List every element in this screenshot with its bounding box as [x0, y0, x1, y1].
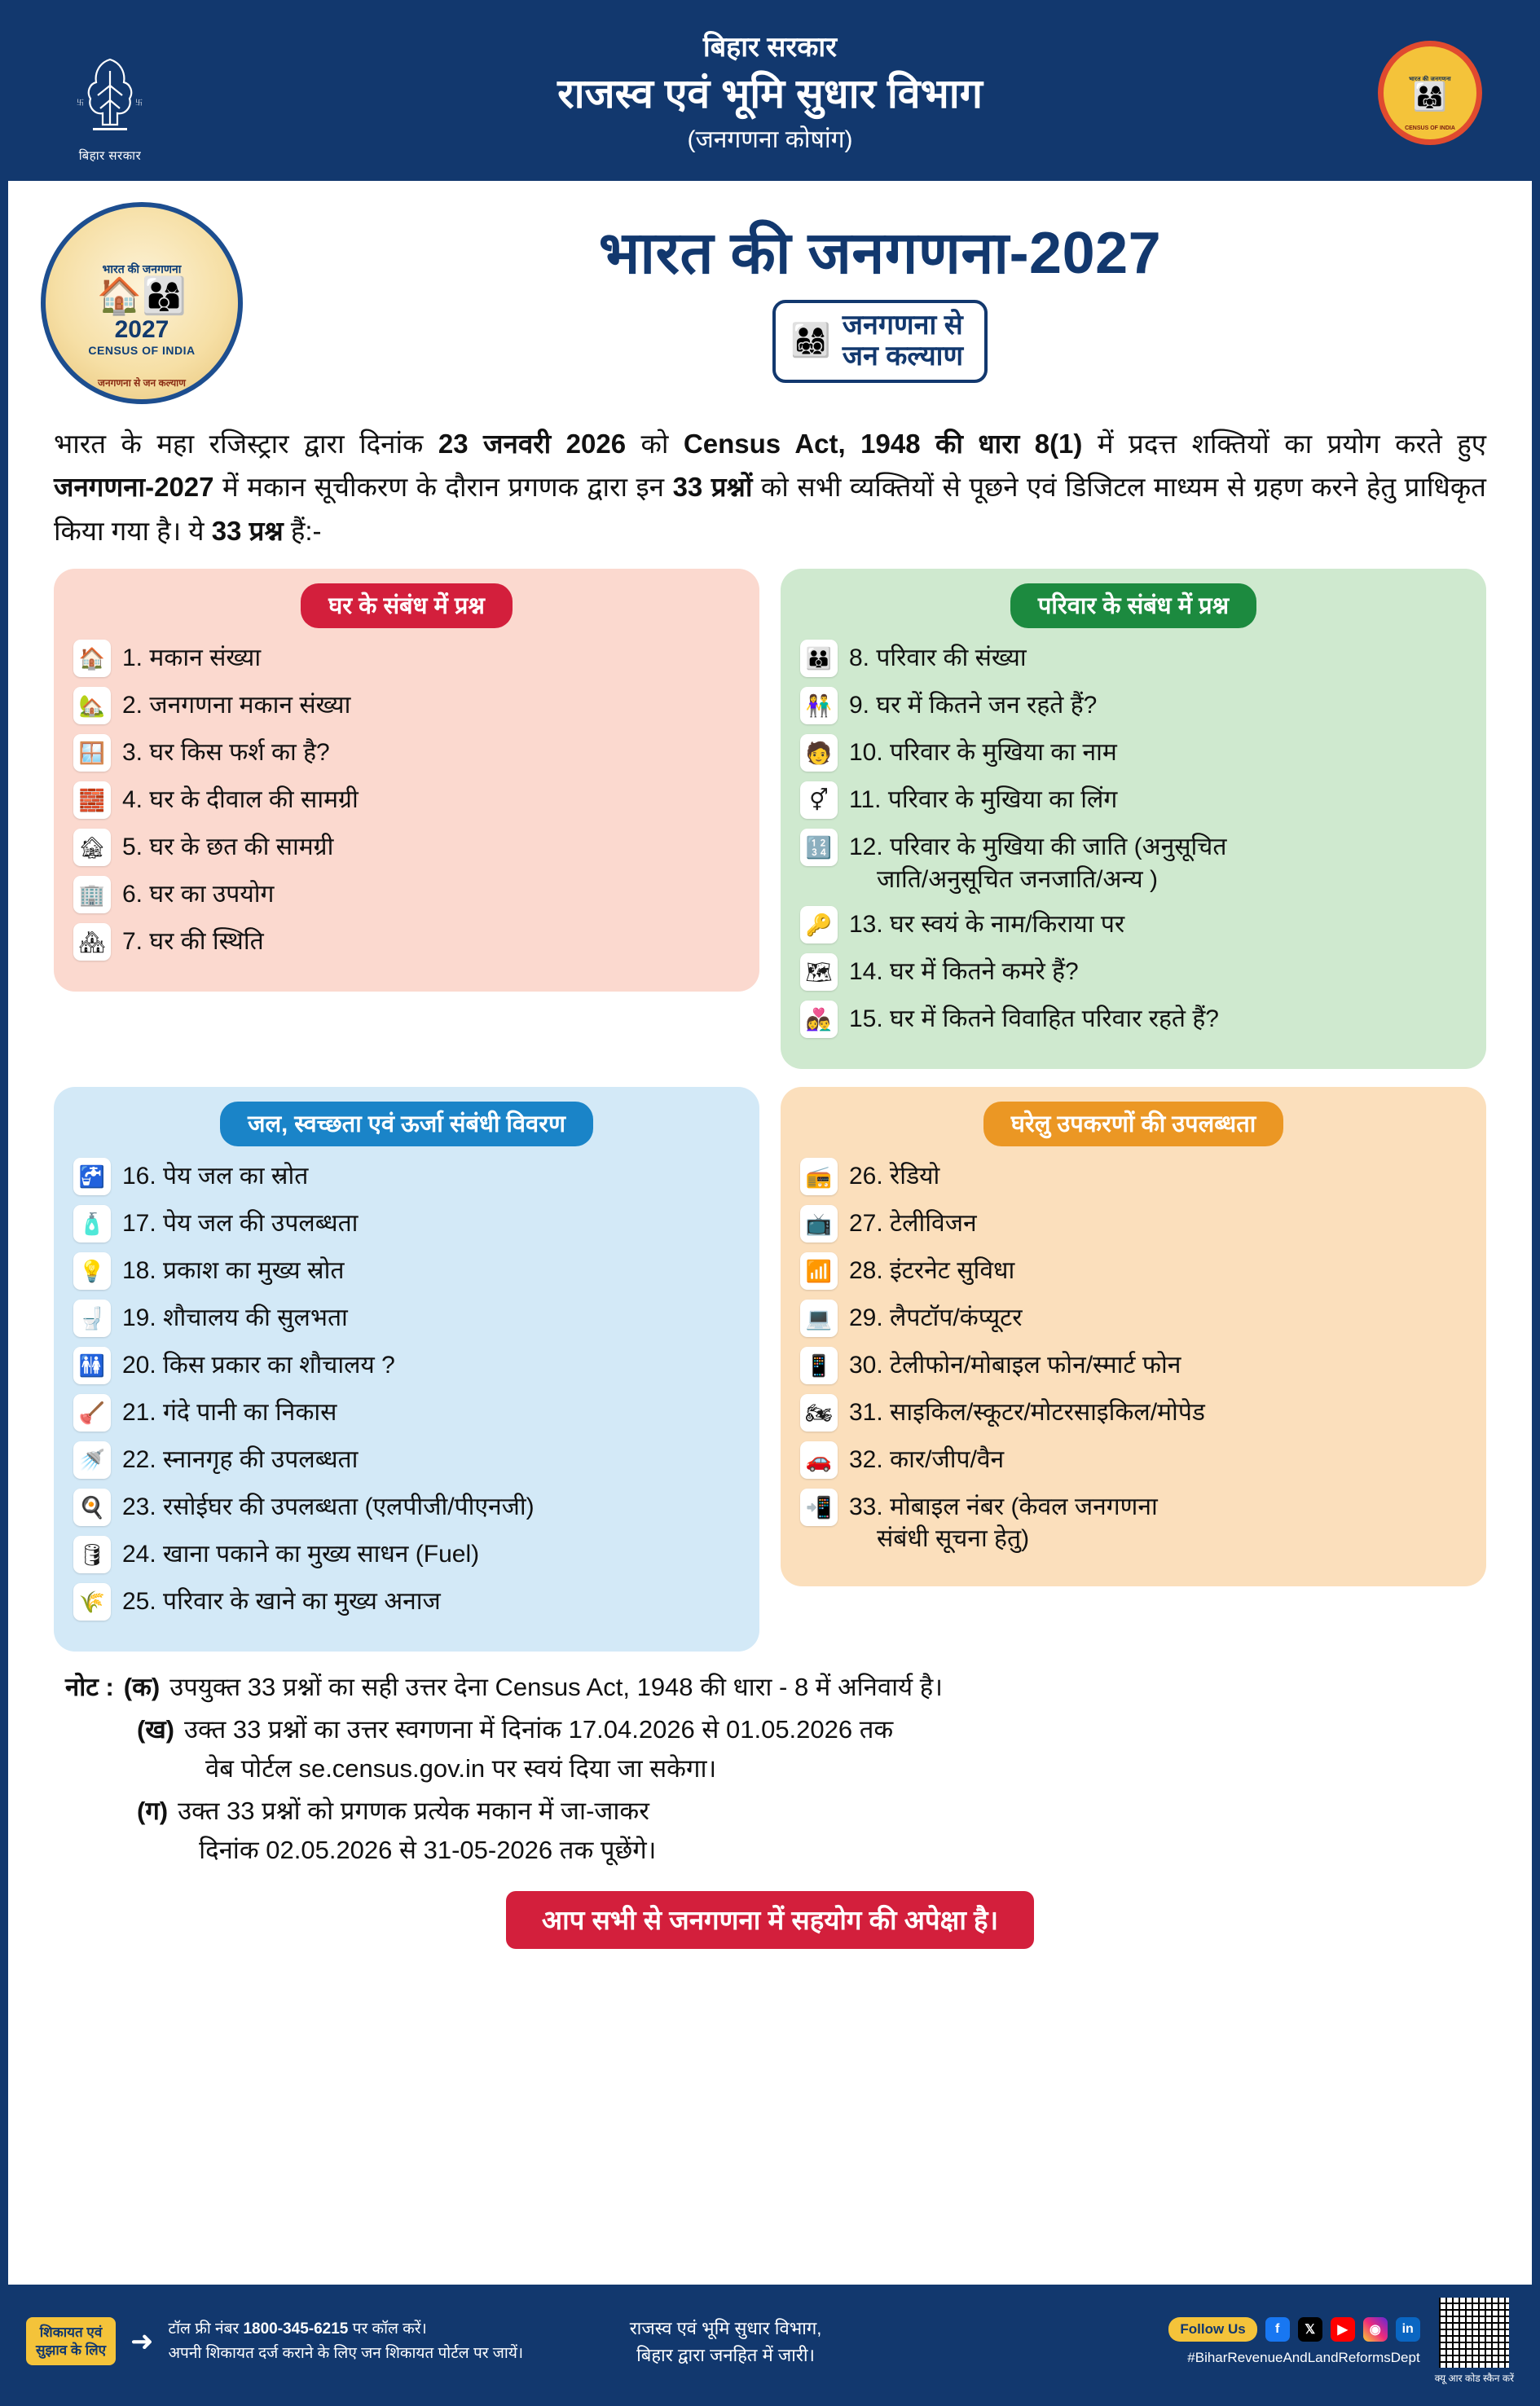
- list-item: [800, 781, 1467, 819]
- question-text: 8. परिवार की संख्या: [849, 644, 1027, 672]
- couple-icon: 👩‍❤️‍👨: [800, 1001, 838, 1038]
- follow-us-label: Follow Us: [1168, 2317, 1256, 2342]
- card-water-list: [73, 1158, 740, 1621]
- wifi-icon: 📶: [800, 1252, 838, 1290]
- question-text: 10. परिवार के मुखिया का नाम: [849, 739, 1117, 767]
- list-item: [800, 1158, 1467, 1195]
- notes-heading: नोट :: [65, 1672, 114, 1701]
- card-water-sanitation-energy: [54, 1087, 759, 1652]
- list-item: [73, 876, 740, 913]
- question-text: 16. पेय जल का स्रोत: [122, 1162, 309, 1190]
- facebook-icon[interactable]: f: [1265, 2317, 1290, 2342]
- complaint-badge: [26, 2317, 116, 2365]
- seal-bottom-text: जनगणना से जन कल्याण: [98, 377, 186, 389]
- cooperation-banner: आप सभी से जनगणना में सहयोग की अपेक्षा है।: [506, 1891, 1034, 1949]
- question-text: 6. घर का उपयोग: [122, 881, 275, 908]
- title-right: [261, 223, 1499, 383]
- census-logo-icon: [1378, 41, 1482, 145]
- bulb-icon: 💡: [73, 1252, 111, 1290]
- note-text-a: उपयुक्त 33 प्रश्नों का सही उत्तर देना Census Act, 1948 की धारा - 8 में अनिवार्य है।: [169, 1672, 943, 1701]
- note-text-b: [184, 1710, 893, 1788]
- question-text: 22. स्नानगृह की उपलब्धता: [122, 1445, 359, 1473]
- brick-wall-icon: 🧱: [73, 781, 111, 819]
- question-text: 21. गंदे पानी का निकास: [122, 1398, 337, 1426]
- list-item: [73, 1394, 740, 1432]
- helpline-prefix: टॉल फ्री नंबर: [168, 2320, 244, 2338]
- group-people-icon: 👪: [800, 640, 838, 677]
- note-text-c-line2: दिनांक 02.05.2026 से 31-05-2026 तक पूछेंगे।: [199, 1835, 657, 1864]
- list-item: [73, 1347, 740, 1384]
- qr-caption: क्यू आर कोड स्कैन करें: [1434, 2373, 1514, 2384]
- helpline-row: [169, 2317, 524, 2341]
- intro-part-5: को सभी व्यक्तियों से पूछने एवं डिजिटल माध्यम से ग्रहण करने हेतु प्राधिकृत किया गया है। ये: [54, 472, 1486, 546]
- list-item: [800, 1347, 1467, 1384]
- motorcycle-icon: 🏍: [800, 1394, 838, 1432]
- shower-icon: 🚿: [73, 1441, 111, 1479]
- note-text-c: [178, 1792, 656, 1870]
- social-handle: #BiharRevenueAndLandReformsDept: [1187, 2349, 1420, 2365]
- toilet-type-icon: 🚻: [73, 1347, 111, 1384]
- bihar-emblem-block: [33, 22, 187, 164]
- family-pair-icon: 👫: [800, 687, 838, 724]
- gender-icon: ⚥: [800, 781, 838, 819]
- list-item: [800, 1001, 1467, 1038]
- census-header-logo: [1353, 41, 1507, 145]
- building-icon: 🏢: [73, 876, 111, 913]
- question-line-2: जाति/अनुसूचित जनजाति/अन्य ): [877, 865, 1158, 893]
- question-text: 27. टेलीविजन: [849, 1209, 977, 1237]
- tagline-line-2: जन कल्याण: [842, 340, 964, 372]
- list-item: [800, 1300, 1467, 1337]
- list-item: [800, 1394, 1467, 1432]
- sim-mobile-icon: 📲: [800, 1489, 838, 1526]
- family-group-icon: 👨‍👩‍👧‍👦: [790, 322, 831, 358]
- note-text-c-line1: उक्त 33 प्रश्नों को प्रगणक प्रत्येक मकान में जा-जाकर: [178, 1796, 649, 1825]
- list-item: [800, 1489, 1467, 1555]
- question-text: 1. मकान संख्या: [122, 644, 262, 672]
- list-item: [800, 640, 1467, 677]
- tagline-line-1: जनगणना से: [842, 309, 963, 341]
- question-text: 9. घर में कितने जन रहते हैं?: [849, 692, 1098, 719]
- card-family-title: परिवार के संबंध में प्रश्न: [1010, 583, 1256, 628]
- census-logo-figures-icon: 👨‍👩‍👧: [1412, 81, 1448, 112]
- question-text: 5. घर के छत की सामग्री: [122, 834, 334, 861]
- cta-wrapper: [8, 1891, 1532, 1949]
- list-item: [800, 829, 1467, 895]
- intro-part-2: को: [626, 429, 684, 459]
- house-icon: 🏠: [73, 640, 111, 677]
- question-text: 14. घर में कितने कमरे हैं?: [849, 957, 1079, 985]
- social-block: [928, 2317, 1420, 2366]
- list-item: [73, 640, 740, 677]
- roof-icon: 🏚: [73, 829, 111, 866]
- emblem-caption: बिहार सरकार: [78, 149, 142, 163]
- list-item: [800, 687, 1467, 724]
- card-assets-title: घरेलु उपकरणों की उपलब्धता: [983, 1102, 1284, 1146]
- question-line-1: 33. मोबाइल नंबर (केवल जनगणना: [849, 1493, 1158, 1520]
- question-text: 17. पेय जल की उपलब्धता: [122, 1209, 359, 1237]
- note-row-c: [65, 1792, 1475, 1870]
- list-item: [800, 734, 1467, 772]
- note-label-c: (ग): [137, 1796, 169, 1825]
- seal-top-text: भारत की जनगणना: [102, 262, 182, 275]
- seal-art-icon: 🏠👨‍👩‍👦: [97, 275, 187, 316]
- question-text: 4. घर के दीवाल की सामग्री: [122, 786, 359, 814]
- mobile-phone-icon: 📱: [800, 1347, 838, 1384]
- fuel-icon: 🛢: [73, 1536, 111, 1573]
- list-item: [800, 1441, 1467, 1479]
- note-text-b-line2: वेब पोर्टल se.census.gov.in पर स्वयं दिया जा सकेगा।: [205, 1753, 717, 1783]
- cell-name: (जनगणना कोषांग): [687, 125, 853, 153]
- question-text: 30. टेलीफोन/मोबाइल फोन/स्मार्ट फोन: [849, 1351, 1181, 1379]
- question-text: 29. लैपटॉप/कंप्यूटर: [849, 1304, 1023, 1331]
- helpline-number: 1800-345-6215: [243, 2320, 349, 2338]
- card-household-assets: [781, 1087, 1486, 1586]
- list-item: [73, 1536, 740, 1573]
- helpline-lines: [169, 2317, 524, 2365]
- list-item: [800, 1252, 1467, 1290]
- note-text-b-line1: उक्त 33 प्रश्नों का उत्तर स्वगणना में दिनांक 17.04.2026 से 01.05.2026 तक: [184, 1714, 894, 1744]
- list-item: [73, 781, 740, 819]
- question-text: 11. परिवार के मुखिया का लिंग: [849, 786, 1118, 814]
- question-text: 20. किस प्रकार का शौचालय ?: [122, 1351, 395, 1379]
- question-text: [849, 1489, 1158, 1555]
- list-item: [800, 1205, 1467, 1243]
- list-item: [800, 906, 1467, 943]
- complaint-badge-line1: शिकायत एवं: [39, 2325, 103, 2341]
- water-bottle-icon: 🧴: [73, 1205, 111, 1243]
- header-title-block: [187, 30, 1353, 156]
- poster-footer: [8, 2285, 1532, 2398]
- question-line-2: संबंधी सूचना हेतु): [877, 1525, 1030, 1553]
- card-water-title: जल, स्वच्छता एवं ऊर्जा संबंधी विवरण: [220, 1102, 593, 1146]
- question-text: 15. घर में कितने विवाहित परिवार रहते हैं?: [849, 1005, 1219, 1032]
- title-block: [8, 181, 1532, 409]
- question-text: 2. जनगणना मकान संख्या: [122, 692, 351, 719]
- question-cards-grid: [8, 557, 1532, 1657]
- seal-year: 2027: [114, 315, 169, 343]
- instagram-icon[interactable]: ◉: [1363, 2317, 1388, 2342]
- tagline-badge: [772, 300, 988, 383]
- note-label-a: (क): [123, 1672, 161, 1701]
- list-item: [73, 1441, 740, 1479]
- list-item: [73, 1252, 740, 1290]
- arrow-right-icon: ➜: [130, 2325, 154, 2357]
- twitter-x-icon[interactable]: 𝕏: [1298, 2317, 1322, 2342]
- intro-part-4: में मकान सूचीकरण के दौरान प्रगणक द्वारा इन: [213, 472, 673, 503]
- bihar-emblem-icon: [61, 22, 159, 144]
- radio-icon: 📻: [800, 1158, 838, 1195]
- question-text: 18. प्रकाश का मुख्य स्रोत: [122, 1256, 345, 1284]
- floorplan-icon: 🗺: [800, 953, 838, 991]
- card-house-questions: [54, 569, 759, 992]
- list-item: [73, 1158, 740, 1195]
- question-text: 19. शौचालय की सुलभता: [122, 1304, 348, 1331]
- grain-icon: 🌾: [73, 1583, 111, 1621]
- card-house-title: घर के संबंध में प्रश्न: [301, 583, 513, 628]
- list-item: [73, 829, 740, 866]
- card-family-questions: [781, 569, 1486, 1068]
- list-item: [800, 953, 1467, 991]
- department-name: राजस्व एवं भूमि सुधार विभाग: [557, 70, 983, 117]
- key-icon: 🔑: [800, 906, 838, 943]
- laptop-icon: 💻: [800, 1300, 838, 1337]
- intro-bold-3: जनगणना-2027: [54, 472, 214, 503]
- notes-block: [65, 1668, 1475, 1873]
- card-assets-list: [800, 1158, 1467, 1555]
- note-row-a: [65, 1668, 1475, 1707]
- intro-part-1: भारत के महा रजिस्ट्रार द्वारा दिनांक: [54, 429, 438, 459]
- list-item: [73, 1489, 740, 1526]
- question-text: 24. खाना पकाने का मुख्य साधन (Fuel): [122, 1540, 480, 1568]
- page-title: भारत की जनगणना-2027: [598, 221, 1162, 287]
- list-item: [73, 1205, 740, 1243]
- question-text: 23. रसोईघर की उपलब्धता (एलपीजी/पीएनजी): [122, 1493, 535, 1520]
- intro-bold-5: 33 प्रश्न: [211, 515, 284, 546]
- question-text: 28. इंटरनेट सुविधा: [849, 1256, 1015, 1284]
- tap-icon: 🚰: [73, 1158, 111, 1195]
- helpline-suffix: पर कॉल करें।: [348, 2320, 427, 2338]
- poster-header: [8, 8, 1532, 181]
- list-item: [73, 734, 740, 772]
- note-row-b: [65, 1710, 1475, 1788]
- card-family-list: [800, 640, 1467, 1037]
- floor-icon: 🪟: [73, 734, 111, 772]
- qr-code-icon[interactable]: [1439, 2298, 1509, 2368]
- intro-bold-4: 33 प्रश्नों: [672, 472, 753, 503]
- question-text: 31. साइकिल/स्कूटर/मोटरसाइकिल/मोपेड: [849, 1398, 1205, 1426]
- tagline-text: [843, 310, 963, 372]
- intro-bold-1: 23 जनवरी 2026: [438, 429, 627, 459]
- drain-pipe-icon: 🪠: [73, 1394, 111, 1432]
- stove-icon: 🍳: [73, 1489, 111, 1526]
- house-arrow-icon: 🏡: [73, 687, 111, 724]
- intro-bold-2: Census Act, 1948 की धारा 8(1): [683, 429, 1083, 459]
- question-text: 32. कार/जीप/वैन: [849, 1445, 1005, 1473]
- issued-by-block: [538, 2315, 913, 2369]
- question-text: 7. घर की स्थिति: [122, 928, 264, 956]
- intro-part-6: हैं:-: [283, 515, 322, 546]
- list-item: [73, 923, 740, 961]
- question-line-1: 12. परिवार के मुखिया की जाति (अनुसूचित: [849, 834, 1227, 861]
- qr-block: [1435, 2298, 1514, 2385]
- toilet-icon: 🚽: [73, 1300, 111, 1337]
- card-house-list: [73, 640, 740, 961]
- census-seal-icon: [41, 202, 243, 404]
- portal-row: अपनी शिकायत दर्ज कराने के लिए जन शिकायत पोर्टल पर जायें।: [168, 2344, 524, 2362]
- linkedin-icon[interactable]: in: [1396, 2317, 1420, 2342]
- head-profile-icon: 🧑: [800, 734, 838, 772]
- seal-mid-text: CENSUS OF INDIA: [88, 343, 196, 357]
- census-logo-top-text: भारत की जनगणना: [1409, 76, 1451, 82]
- intro-paragraph: [54, 422, 1486, 552]
- question-text: 25. परिवार के खाने का मुख्य अनाज: [122, 1587, 441, 1615]
- list-item: [73, 1300, 740, 1337]
- question-text: 13. घर स्वयं के नाम/किराया पर: [849, 910, 1125, 938]
- issued-by-line1: राजस्व एवं भूमि सुधार विभाग,: [629, 2317, 822, 2338]
- complaint-badge-line2: सुझाव के लिए: [36, 2342, 107, 2358]
- category-icon: 🔢: [800, 829, 838, 866]
- question-text: 3. घर किस फर्श का है?: [122, 739, 330, 767]
- youtube-icon[interactable]: ▶: [1331, 2317, 1355, 2342]
- list-item: [73, 687, 740, 724]
- television-icon: 📺: [800, 1205, 838, 1243]
- question-text: 26. रेडियो: [849, 1162, 940, 1190]
- govt-name: बिहार सरकार: [702, 32, 838, 64]
- issued-by-line2: बिहार द्वारा जनहित में जारी।: [636, 2344, 815, 2365]
- svg-text:卐: 卐: [77, 99, 85, 107]
- census-logo-bottom-text: CENSUS OF INDIA: [1405, 125, 1455, 131]
- house-check-icon: 🏘: [73, 923, 111, 961]
- question-text: [849, 829, 1226, 895]
- svg-text:卐: 卐: [135, 99, 143, 107]
- car-icon: 🚗: [800, 1441, 838, 1479]
- note-label-b: (ख): [137, 1714, 175, 1744]
- list-item: [73, 1583, 740, 1621]
- intro-part-3: में प्रदत्त शक्तियों का प्रयोग करते हुए: [1082, 429, 1486, 459]
